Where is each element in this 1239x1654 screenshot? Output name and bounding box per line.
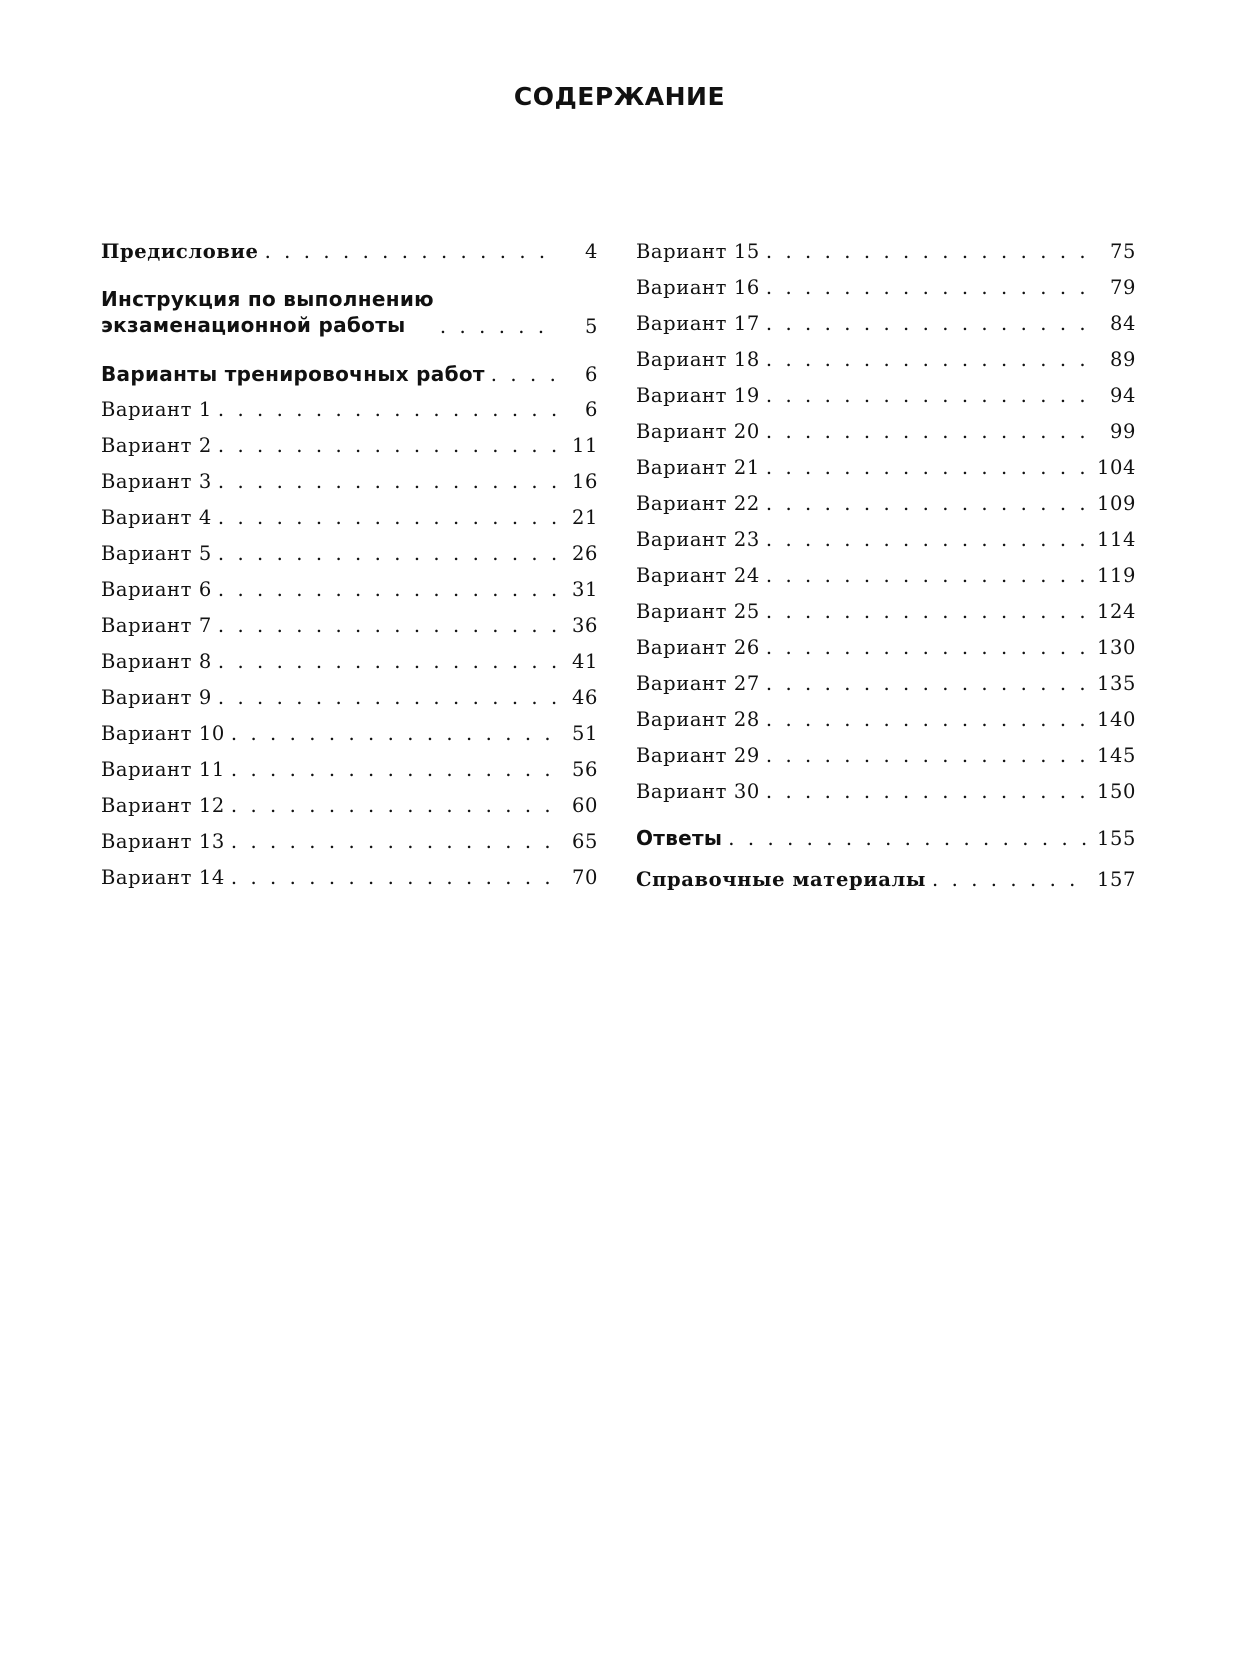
dot-leader xyxy=(728,827,1089,850)
dot-leader xyxy=(231,722,556,745)
toc-entry-variant-10[interactable] xyxy=(101,722,598,745)
dot-leader xyxy=(766,492,1089,515)
toc-entry-variant-16[interactable] xyxy=(636,276,1136,299)
toc-entry-label: Вариант 18 xyxy=(636,348,760,371)
toc-entry-variant-27[interactable] xyxy=(636,672,1136,695)
toc-entry-label-line1: Инструкция по выполнению xyxy=(101,287,434,311)
toc-entry-page: 79 xyxy=(1109,276,1136,299)
toc-entry-page: 124 xyxy=(1096,600,1136,623)
toc-entry-page: 70 xyxy=(571,866,598,889)
dot-leader xyxy=(231,866,556,889)
toc-entry-page: 119 xyxy=(1096,564,1136,587)
toc-entry-page: 157 xyxy=(1096,868,1136,891)
toc-entry-variant-30[interactable] xyxy=(636,780,1136,803)
toc-entry-page: 56 xyxy=(571,758,598,781)
toc-entry-label: Вариант 3 xyxy=(101,470,212,493)
toc-entry-label: Вариант 10 xyxy=(101,722,225,745)
toc-entry-variant-1[interactable] xyxy=(101,398,598,421)
dot-leader xyxy=(218,398,556,421)
toc-entry-page: 26 xyxy=(571,542,598,565)
dot-leader xyxy=(766,384,1094,407)
dot-leader xyxy=(218,506,556,529)
toc-entry-variant-20[interactable] xyxy=(636,420,1136,443)
toc-entry-page: 135 xyxy=(1096,672,1136,695)
toc-entry-page: 104 xyxy=(1096,456,1136,479)
toc-entry-variant-3[interactable] xyxy=(101,470,598,493)
dot-leader xyxy=(766,744,1089,767)
dot-leader xyxy=(766,600,1089,623)
dot-leader xyxy=(218,470,556,493)
toc-entry-label: Вариант 22 xyxy=(636,492,760,515)
toc-entry-page: 4 xyxy=(584,240,598,263)
toc-entry-page: 51 xyxy=(571,722,598,745)
toc-entry-page: 11 xyxy=(571,434,598,457)
toc-entry-page: 94 xyxy=(1109,384,1136,407)
toc-entry-variant-28[interactable] xyxy=(636,708,1136,731)
dot-leader xyxy=(766,780,1089,803)
toc-entry-variant-9[interactable] xyxy=(101,686,598,709)
toc-entry-label: Вариант 30 xyxy=(636,780,760,803)
toc-entry-label: Вариант 4 xyxy=(101,506,212,529)
toc-entry-page: 130 xyxy=(1096,636,1136,659)
toc-entry-page: 99 xyxy=(1109,420,1136,443)
dot-leader xyxy=(766,708,1089,731)
toc-entry-label: Вариант 1 xyxy=(101,398,212,421)
dot-leader xyxy=(766,456,1089,479)
toc-entry-label: Вариант 28 xyxy=(636,708,760,731)
toc-entry-variant-6[interactable] xyxy=(101,578,598,601)
dot-leader xyxy=(218,686,556,709)
toc-entry-variant-17[interactable] xyxy=(636,312,1136,335)
toc-entry-label: Вариант 21 xyxy=(636,456,760,479)
toc-entry-variant-2[interactable] xyxy=(101,434,598,457)
toc-entry-label xyxy=(101,286,434,338)
toc-entry-label: Вариант 26 xyxy=(636,636,760,659)
toc-entry-label: Вариант 25 xyxy=(636,600,760,623)
toc-entry-variant-24[interactable] xyxy=(636,564,1136,587)
page-title: СОДЕРЖАНИЕ xyxy=(513,82,726,111)
dot-leader xyxy=(231,830,556,853)
toc-entry-label: Вариант 20 xyxy=(636,420,760,443)
toc-entry-label: Вариант 11 xyxy=(101,758,225,781)
toc-entry-label: Вариант 8 xyxy=(101,650,212,673)
toc-entry-variant-12[interactable] xyxy=(101,794,598,817)
dot-leader xyxy=(231,794,556,817)
toc-entry-page: 150 xyxy=(1096,780,1136,803)
toc-entry-instructions[interactable] xyxy=(101,286,598,338)
toc-entry-variant-4[interactable] xyxy=(101,506,598,529)
dot-leader xyxy=(766,312,1094,335)
toc-entry-label: Вариант 9 xyxy=(101,686,212,709)
toc-entry-label: Вариант 7 xyxy=(101,614,212,637)
toc-entry-variant-19[interactable] xyxy=(636,384,1136,407)
toc-entry-page: 65 xyxy=(571,830,598,853)
toc-entry-reference-materials[interactable] xyxy=(636,868,1136,891)
toc-entry-label: Вариант 27 xyxy=(636,672,760,695)
toc-entry-page: 41 xyxy=(571,650,598,673)
dot-leader xyxy=(766,240,1094,263)
toc-entry-label: Вариант 23 xyxy=(636,528,760,551)
toc-entry-page: 60 xyxy=(571,794,598,817)
toc-entry-variant-25[interactable] xyxy=(636,600,1136,623)
toc-entry-label: Вариант 2 xyxy=(101,434,212,457)
toc-entry-variant-8[interactable] xyxy=(101,650,598,673)
toc-entry-answers[interactable] xyxy=(636,826,1136,850)
dot-leader xyxy=(218,650,556,673)
toc-entry-variant-18[interactable] xyxy=(636,348,1136,371)
toc-entry-label: Ответы xyxy=(636,826,723,850)
toc-entry-variant-7[interactable] xyxy=(101,614,598,637)
dot-leader xyxy=(766,636,1089,659)
dot-leader xyxy=(218,434,556,457)
dot-leader xyxy=(766,564,1089,587)
toc-entry-page: 31 xyxy=(571,578,598,601)
toc-entry-label: Вариант 14 xyxy=(101,866,225,889)
dot-leader xyxy=(218,614,556,637)
toc-entry-variant-21[interactable] xyxy=(636,456,1136,479)
toc-entry-label-line2: экзаменационной работы xyxy=(101,313,406,337)
dot-leader xyxy=(265,240,556,263)
toc-entry-variant-15[interactable] xyxy=(636,240,1136,263)
toc-entry-variant-11[interactable] xyxy=(101,758,598,781)
toc-entry-label: Вариант 16 xyxy=(636,276,760,299)
toc-entry-label: Вариант 17 xyxy=(636,312,760,335)
toc-entry-page: 89 xyxy=(1109,348,1136,371)
toc-entry-page: 21 xyxy=(571,506,598,529)
dot-leader xyxy=(231,758,556,781)
toc-entry-variant-13[interactable] xyxy=(101,830,598,853)
toc-entry-training-variants[interactable] xyxy=(101,362,598,386)
toc-entry-page: 6 xyxy=(584,398,598,421)
toc-entry-label: Вариант 19 xyxy=(636,384,760,407)
toc-entry-page: 5 xyxy=(584,315,598,338)
toc-entry-label: Вариант 12 xyxy=(101,794,225,817)
dot-leader xyxy=(218,542,556,565)
dot-leader xyxy=(491,363,556,386)
toc-entry-page: 109 xyxy=(1096,492,1136,515)
toc-entry-variant-23[interactable] xyxy=(636,528,1136,551)
dot-leader xyxy=(766,528,1089,551)
toc-entry-page: 114 xyxy=(1096,528,1136,551)
toc-entry-variant-29[interactable] xyxy=(636,744,1136,767)
toc-entry-label: Вариант 29 xyxy=(636,744,760,767)
toc-entry-variant-14[interactable] xyxy=(101,866,598,889)
dot-leader xyxy=(932,868,1089,891)
toc-entry-label: Вариант 24 xyxy=(636,564,760,587)
toc-entry-variant-22[interactable] xyxy=(636,492,1136,515)
dot-leader xyxy=(766,348,1094,371)
dot-leader xyxy=(218,578,556,601)
toc-entry-page: 145 xyxy=(1096,744,1136,767)
toc-entry-page: 16 xyxy=(571,470,598,493)
toc-entry-preface[interactable] xyxy=(101,240,598,263)
toc-entry-page: 75 xyxy=(1109,240,1136,263)
toc-entry-label: Вариант 5 xyxy=(101,542,212,565)
toc-entry-page: 155 xyxy=(1096,827,1136,850)
toc-entry-variant-5[interactable] xyxy=(101,542,598,565)
toc-entry-page: 140 xyxy=(1096,708,1136,731)
toc-entry-variant-26[interactable] xyxy=(636,636,1136,659)
dot-leader xyxy=(766,672,1089,695)
dot-leader xyxy=(766,276,1094,299)
toc-entry-label: Предисловие xyxy=(101,240,259,263)
toc-entry-page: 36 xyxy=(571,614,598,637)
toc-entry-page: 6 xyxy=(584,363,598,386)
toc-entry-label: Справочные материалы xyxy=(636,868,926,891)
toc-entry-page: 46 xyxy=(571,686,598,709)
toc-entry-label: Варианты тренировочных работ xyxy=(101,362,485,386)
dot-leader xyxy=(766,420,1094,443)
toc-entry-label: Вариант 15 xyxy=(636,240,760,263)
dot-leader xyxy=(440,315,556,338)
toc-entry-page: 84 xyxy=(1109,312,1136,335)
toc-entry-label: Вариант 13 xyxy=(101,830,225,853)
toc-entry-label: Вариант 6 xyxy=(101,578,212,601)
